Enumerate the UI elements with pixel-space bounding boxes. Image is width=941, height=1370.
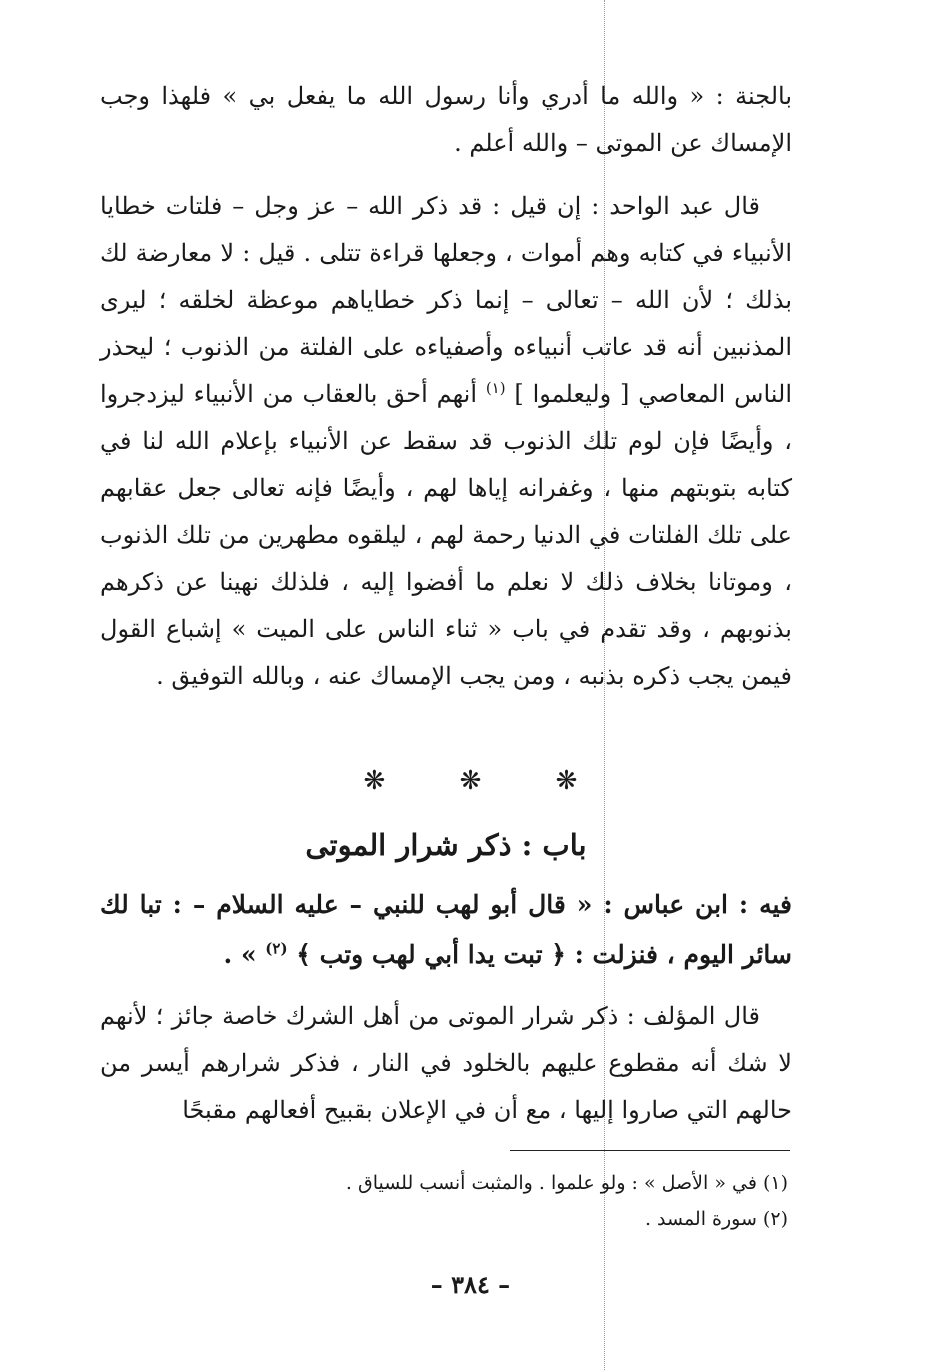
footnotes bbox=[100, 1165, 788, 1237]
separator-star-icon: ❋ bbox=[363, 766, 386, 796]
abd-alwahid-paragraph bbox=[100, 183, 792, 700]
author-text: قال المؤلف : ذكر شرار الموتى من أهل الشرك خاصة جائز ؛ لأنهم لا شك أنه مقطوع عليهم بالخلود في النار ، فذكر شرارهم أيسر من حالهم التي صاروا إليها ، مع أن في الإعلان بقبيح أفعالهم مقبحًا bbox=[100, 1002, 792, 1124]
hadith-text bbox=[100, 880, 792, 980]
abd-alwahid-part-2: أنهم أحق بالعقاب من الأنبياء ليزدجروا ، وأيضًا فإن لوم تلك الذنوب قد سقط عن الأنبياء بإعلام الله لنا في كتابه بتوبتهم منها ، وغفرانه إياها لهم ، وأيضًا فإنه تعالى جعل عقابهم على تلك الفلتات في الدنيا رحمة لهم ، ليلقوه مطهرين من تلك الذنوب ، وموتانا بخلاف ذلك لا نعلم ما أفضوا إليه ، فلذلك نهينا عن ذكرهم بذنوبهم ، وقد تقدم في باب « ثناء الناس على الميت » إشباع القول فيمن يجب ذكره بذنبه ، ومن يجب الإمساك عنه ، وبالله التوفيق . bbox=[100, 380, 792, 690]
abd-alwahid-part-1: قال عبد الواحد : إن قيل : قد ذكر الله – عز وجل – فلتات خطايا الأنبياء في كتابه وهم أموات ، وجعلها قراءة تتلى . قيل : لا معارضة لك بذلك ؛ لأن الله – تعالى – إنما ذكر خطاياهم موعظة لخلقه ؛ ليرى المذنبين أنه قد عاتب أنبياءه وأصفياءه على الفلتة من الذنوب ؛ ليحذر الناس المعاصي [ وليعلموا ] bbox=[100, 192, 792, 408]
separator-star-icon: ❋ bbox=[459, 766, 482, 796]
opening-paragraph bbox=[100, 73, 792, 167]
footnote-ref-1[interactable]: (١) bbox=[485, 379, 506, 397]
hadith-paragraph bbox=[100, 880, 792, 980]
hadith-closing: » . bbox=[223, 940, 257, 969]
footnote-ref-2[interactable]: (٢) bbox=[265, 939, 288, 958]
footnote-2: (٢) سورة المسد . bbox=[644, 1208, 788, 1230]
abd-alwahid-text bbox=[100, 183, 792, 700]
author-paragraph bbox=[100, 993, 792, 1134]
footnote-divider bbox=[510, 1150, 790, 1151]
opening-text: بالجنة : « والله ما أدري وأنا رسول الله ما يفعل بي » فلهذا وجب الإمساك عن الموتى – والله أعلم . bbox=[100, 82, 792, 157]
page-number: – ٣٨٤ – bbox=[430, 1270, 511, 1299]
section-separator bbox=[0, 766, 941, 796]
chapter-title: باب : ذكر شرار الموتى bbox=[305, 828, 587, 862]
separator-star-icon: ❋ bbox=[555, 766, 578, 796]
hadith-body: فيه : ابن عباس : « قال أبو لهب للنبي – عليه السلام – : تبا لك سائر اليوم ، فنزلت : ﴿ تبت يدا أبي لهب وتب ﴾ bbox=[100, 890, 792, 969]
footnote-1: (١) في « الأصل » : ولو علموا . والمثبت أنسب للسياق . bbox=[345, 1172, 788, 1194]
